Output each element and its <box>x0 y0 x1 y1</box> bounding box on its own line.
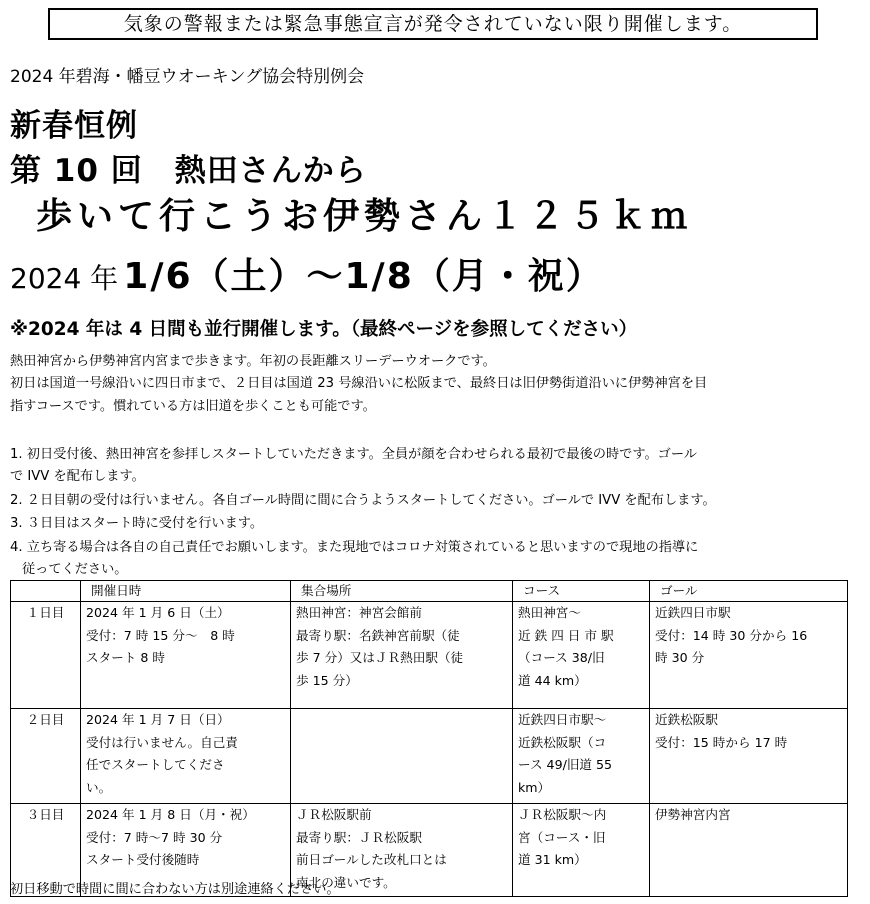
course-line: 近鉄四日市駅～ <box>518 712 607 727</box>
meeting-line: 歩 15 分） <box>296 672 358 688</box>
rule-4: 4. 立ち寄る場合は各自の自己責任でお願いします。また現地ではコロナ対策されていると思いますので現地の指導に <box>10 540 699 555</box>
goal-line: 時 30 分 <box>655 650 705 665</box>
datetime-cell <box>81 602 291 709</box>
day-cell: １日目 <box>11 602 81 709</box>
course-line: km） <box>518 779 551 795</box>
weather-notice-box: 気象の警報または緊急事態宣言が発令されていない限り開催します。 <box>48 8 818 40</box>
meeting-line: 南北の違いです。 <box>296 874 396 890</box>
meeting-line: 歩 7 分）又はＪＲ熱田駅（徒 <box>296 650 464 665</box>
course-line: 宮（コース・旧 <box>518 829 606 845</box>
datetime-line: い。 <box>86 779 112 795</box>
header-goal: ゴール <box>650 581 848 602</box>
event-date-range: 1/6（土）～1/8（月・祝） <box>123 256 604 297</box>
footer-note: 初日移動で時間に間に合わない方は別途連絡ください。 <box>10 882 340 897</box>
header-meeting: 集合場所 <box>291 581 513 602</box>
course-line: 近鉄松阪駅（コ <box>518 734 607 750</box>
goal-line: 受付：14 時 30 分から 16 <box>655 627 808 643</box>
course-line: 道 44 km） <box>518 672 587 688</box>
title-line-2: 第 10 回 熱田さんから <box>10 153 367 189</box>
datetime-cell <box>81 709 291 804</box>
meeting-line: ＪＲ松阪駅前 <box>296 807 372 822</box>
datetime-line: 受付：7 時～7 時 30 分 <box>86 829 223 845</box>
datetime-line: 任でスタートしてくださ <box>86 757 225 772</box>
meeting-line: 最寄り駅：ＪＲ松阪駅 <box>296 829 422 845</box>
meeting-line: 最寄り駅：名鉄神宮前駅（徒 <box>296 627 460 643</box>
table-row <box>11 709 848 804</box>
goal-line: 受付：15 時から 17 時 <box>655 734 788 750</box>
intro-line-1: 熱田神宮から伊勢神宮内宮まで歩きます。年初の長距離スリーデーウオークです。 <box>10 354 496 369</box>
header-datetime: 開催日時 <box>81 581 291 602</box>
datetime-line: 2024 年 1 月 7 日（日） <box>86 712 230 727</box>
table-row <box>11 602 848 709</box>
meeting-line: 熱田神宮：神宮会館前 <box>296 605 422 620</box>
rule-3: 3. ３日目はスタート時に受付を行います。 <box>10 516 264 531</box>
goal-line: 近鉄四日市駅 <box>655 605 731 620</box>
course-line: 道 31 km） <box>518 852 587 867</box>
datetime-line: 受付は行いません。自己責 <box>86 734 238 750</box>
day-cell: ２日目 <box>11 709 81 804</box>
rule-2: 2. ２日目朝の受付は行いません。各自ゴール時間に間に合うようスタートしてください。ゴールで IVV を配布します。 <box>10 493 716 508</box>
title-line-3: 歩いて行こうお伊勢さん１２５ｋｍ <box>36 196 693 237</box>
rule-4-cont: 従ってください。 <box>22 562 128 577</box>
course-cell <box>513 709 650 804</box>
event-year: 2024 年 <box>10 262 119 295</box>
course-line: 近 鉄 四 日 市 駅 <box>518 627 614 643</box>
datetime-line: 2024 年 1 月 6 日（土） <box>86 605 230 620</box>
course-cell <box>513 602 650 709</box>
goal-cell <box>650 804 848 897</box>
meeting-cell <box>291 602 513 709</box>
rule-1: 1. 初日受付後、熱田神宮を参拝しスタートしていただきます。全員が顔を合わせられる最初で最後の時です。ゴール <box>10 447 697 462</box>
title-line-1: 新春恒例 <box>10 108 138 144</box>
goal-line: 近鉄松阪駅 <box>655 712 718 727</box>
course-line: ース 49/旧道 55 <box>518 757 613 772</box>
course-line: （コース 38/旧 <box>518 650 605 665</box>
rule-1-cont: で IVV を配布します。 <box>10 469 145 484</box>
header-day <box>11 581 81 602</box>
association-line: 2024 年碧海・幡豆ウオーキング協会特別例会 <box>10 67 365 87</box>
day-cell: ３日目 <box>11 804 81 897</box>
goal-cell <box>650 709 848 804</box>
header-course: コース <box>513 581 650 602</box>
datetime-line: 受付：7 時 15 分～ 8 時 <box>86 627 235 643</box>
four-day-note: ※2024 年は 4 日間も並行開催します。（最終ページを参照してください） <box>10 319 638 340</box>
goal-line: 伊勢神宮内宮 <box>655 807 731 822</box>
event-dates <box>10 248 604 299</box>
datetime-line: 2024 年 1 月 8 日（月・祝） <box>86 807 255 822</box>
course-line: ＪＲ松阪駅～内 <box>518 807 607 822</box>
goal-cell <box>650 602 848 709</box>
datetime-line: スタート受付後随時 <box>86 852 200 867</box>
meeting-cell <box>291 709 513 804</box>
course-line: 熱田神宮～ <box>518 605 581 620</box>
meeting-line: 前日ゴールした改札口とは <box>296 852 447 867</box>
schedule-table <box>10 580 848 897</box>
intro-line-3: 指すコースです。慣れている方は旧道を歩くことも可能です。 <box>10 399 376 414</box>
course-cell <box>513 804 650 897</box>
intro-line-2: 初日は国道一号線沿いに四日市まで、２日目は国道 23 号線沿いに松阪まで、最終日は旧伊勢街道沿いに伊勢神宮を目 <box>10 376 708 391</box>
datetime-line: スタート 8 時 <box>86 650 165 665</box>
table-header-row <box>11 581 848 602</box>
